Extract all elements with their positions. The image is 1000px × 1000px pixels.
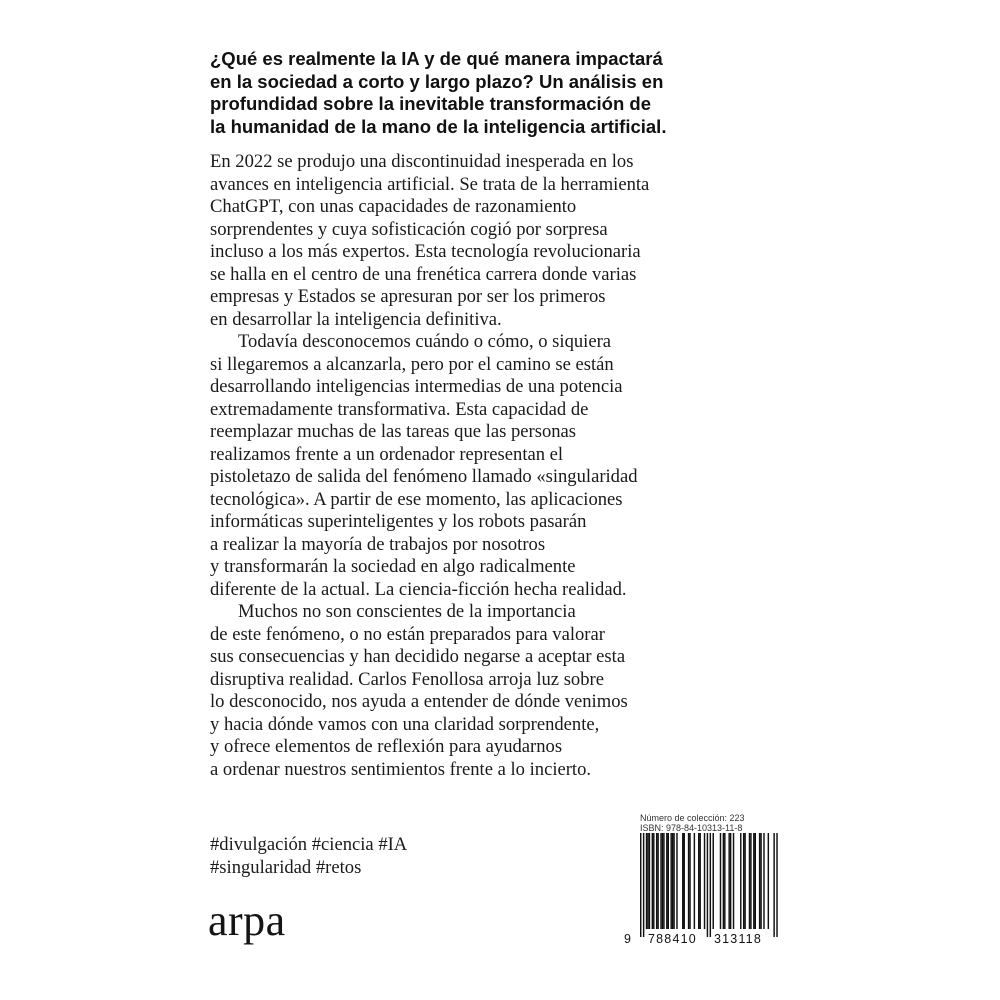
body-line: sus consecuencias y han decidido negarse a aceptar esta xyxy=(210,646,626,667)
body-line: desarrollando inteligencias intermedias de una potencia xyxy=(210,376,623,397)
barcode-bar xyxy=(768,833,769,929)
body-line: avances en inteligencia artificial. Se trata de la herramienta xyxy=(210,173,650,195)
barcode-left-digits: 788410 xyxy=(648,932,697,946)
barcode-bar xyxy=(724,833,725,929)
barcode-bar xyxy=(652,833,653,929)
barcode-bar xyxy=(749,833,750,929)
barcode-bar xyxy=(649,833,650,929)
barcode-bar xyxy=(776,833,777,937)
lead-line: en la sociedad a corto y largo plazo? Un análisis en xyxy=(210,70,664,92)
lead-paragraph xyxy=(210,48,770,138)
body-line: de este fenómeno, o no están preparados para valorar xyxy=(210,623,605,645)
barcode-bar xyxy=(682,833,683,929)
barcode-bar xyxy=(743,833,744,929)
lead-line: profundidad sobre la inevitable transformación de xyxy=(210,93,651,114)
barcode-image xyxy=(636,833,780,937)
body-line: se halla en el centro de una frenética carrera donde varias xyxy=(210,263,637,285)
body-line: Muchos no son conscientes de la importancia xyxy=(238,601,576,622)
body-line: en desarrollar la inteligencia definitiva. xyxy=(210,308,502,330)
barcode-bar xyxy=(656,833,657,929)
body-line: incluso a los más expertos. Esta tecnología revolucionaria xyxy=(210,241,641,262)
body-line: disruptiva realidad. Carlos Fenollosa arroja luz sobre xyxy=(210,668,604,690)
barcode-bar xyxy=(640,833,641,937)
barcode-bar xyxy=(728,833,729,929)
isbn-label: ISBN: 978-84-10313-11-8 xyxy=(640,823,743,833)
barcode-bar xyxy=(730,833,731,929)
barcode-bar xyxy=(753,833,754,929)
barcode-bar xyxy=(759,833,760,929)
barcode-bar xyxy=(653,833,654,929)
barcode-bar xyxy=(710,833,711,937)
body-line: pistoletazo de salida del fenómeno llamado «singularidad xyxy=(210,466,638,487)
barcode-first-digit: 9 xyxy=(624,932,631,946)
barcode-bar xyxy=(713,833,714,929)
body-line: informáticas superinteligentes y los robots pasarán xyxy=(210,511,587,532)
barcode-bar xyxy=(750,833,751,929)
body-line: lo desconocido, nos ayuda a entender de dónde venimos xyxy=(210,691,628,712)
barcode-bar xyxy=(688,833,689,929)
hashtags xyxy=(210,834,530,879)
barcode-bar xyxy=(740,833,741,929)
barcode-bar xyxy=(673,833,674,929)
body-line: extremadamente transformativa. Esta capacidad de xyxy=(210,398,589,420)
barcode-bar xyxy=(684,833,685,929)
hashtag-line: #singularidad #retos xyxy=(210,856,362,878)
barcode-bar xyxy=(723,833,724,929)
barcode-bar xyxy=(657,833,658,929)
publisher-logo: arpa xyxy=(208,896,286,945)
barcode-bar xyxy=(643,833,644,937)
body-line: En 2022 se produjo una discontinuidad inesperada en los xyxy=(210,151,634,172)
body-line: Todavía desconocemos cuándo o cómo, o siquiera xyxy=(238,331,612,352)
collection-number: Número de colección: 223 xyxy=(640,813,745,823)
barcode-bar xyxy=(699,833,700,929)
barcode-bar xyxy=(676,833,677,929)
barcode-bar xyxy=(670,833,671,929)
barcode-bar xyxy=(773,833,774,937)
barcode-bar xyxy=(689,833,690,929)
lead-line: la humanidad de la mano de la inteligencia artificial. xyxy=(210,115,667,137)
body-line: y transformarán la sociedad en algo radicalmente xyxy=(210,556,576,577)
barcode-bar xyxy=(760,833,761,929)
body-line: diferente de la actual. La ciencia-ficción hecha realidad. xyxy=(210,578,627,600)
barcode-bar xyxy=(698,833,699,929)
barcode-bar xyxy=(672,833,673,929)
barcode-right-digits: 313118 xyxy=(714,932,762,946)
barcode-bar xyxy=(694,833,695,929)
body-line: sorprendentes y cuya sofisticación cogió por sorpresa xyxy=(210,218,608,240)
barcode-bar xyxy=(744,833,745,929)
barcode-bar xyxy=(646,833,647,929)
barcode-bar xyxy=(704,833,705,929)
barcode-bar xyxy=(763,833,764,929)
barcode-bar xyxy=(707,833,708,937)
barcode-bar xyxy=(662,833,663,929)
barcode-block xyxy=(624,810,780,950)
barcode-bar xyxy=(733,833,734,929)
body-line: reemplazar muchas de las tareas que las personas xyxy=(210,421,577,442)
body-line: y ofrece elementos de reflexión para ayudarnos xyxy=(210,736,563,757)
body-line: si llegaremos a alcanzarla, pero por el camino se están xyxy=(210,353,614,375)
barcode-bar xyxy=(668,833,669,929)
body-line: empresas y Estados se apresuran por ser los primeros xyxy=(210,286,606,307)
body-line: ChatGPT, con unas capacidades de razonamiento xyxy=(210,196,577,217)
barcode-bar xyxy=(647,833,648,929)
body-line: tecnológica». A partir de ese momento, las aplicaciones xyxy=(210,488,623,510)
lead-line: ¿Qué es realmente la IA y de qué manera impactará xyxy=(210,48,663,69)
barcode-bar xyxy=(755,833,756,929)
body-line: y hacia dónde vamos con una claridad sorprendente, xyxy=(210,713,600,735)
barcode-bar xyxy=(663,833,664,929)
barcode-bar xyxy=(720,833,721,929)
barcode-bar xyxy=(660,833,661,929)
body-line: a realizar la mayoría de trabajos por nosotros xyxy=(210,533,546,555)
body-line: a ordenar nuestros sentimientos frente a lo incierto. xyxy=(210,758,592,780)
barcode-bar xyxy=(666,833,667,929)
hashtag-line: #divulgación #ciencia #IA xyxy=(210,834,408,855)
body-line: realizamos frente a un ordenador representan el xyxy=(210,443,564,465)
synopsis-text xyxy=(210,151,770,781)
